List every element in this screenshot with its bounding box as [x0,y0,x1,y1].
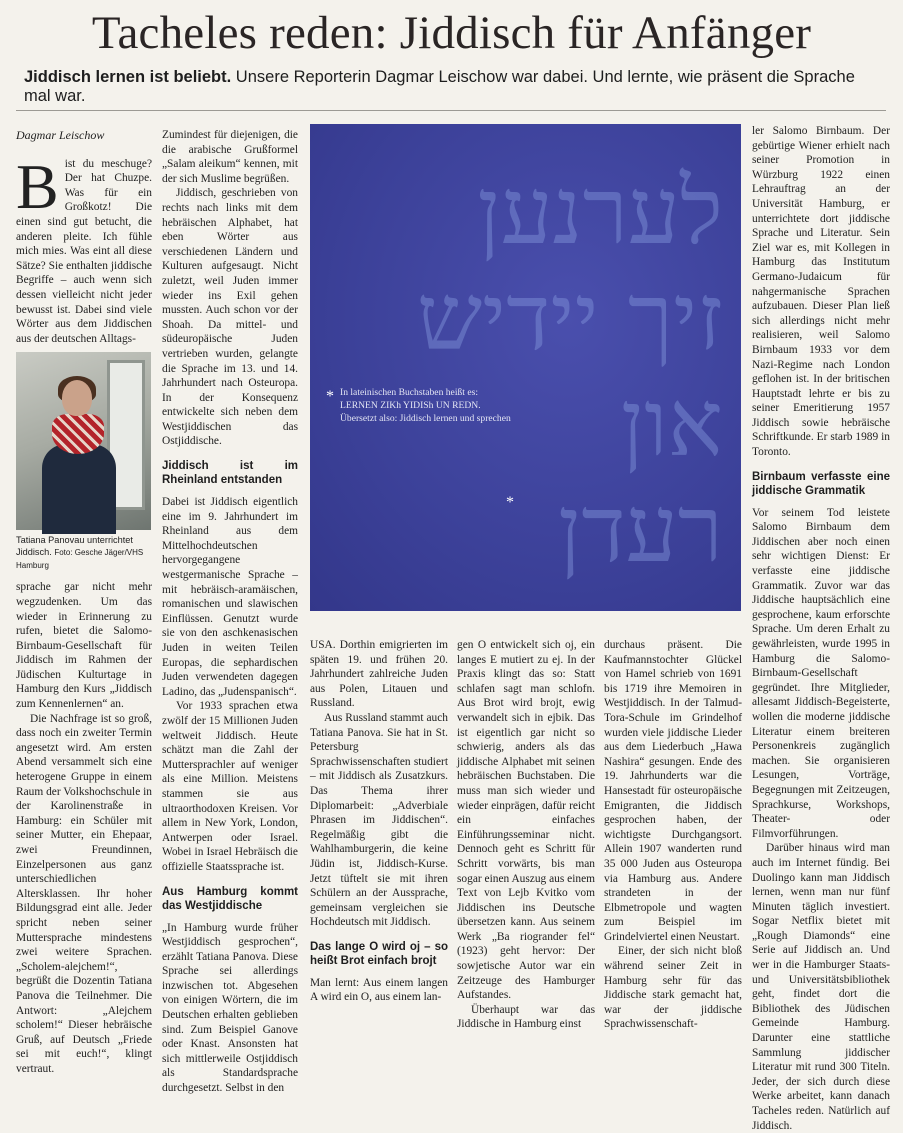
asterisk-icon: * [326,388,334,405]
byline: Dagmar Leischow [16,128,105,142]
paragraph: Überhaupt war das Jiddische in Hamburg einst [457,1003,595,1031]
paragraph: Darüber hinaus wird man auch im Internet fündig. Bei Duolingo kann man Jiddisch lernen, wenn man nur fünf Minuten täglich investiert. Sogar Netflix bietet mit „Rough Diamonds“ eine Serie auf Jiddisch an. Und wer in die Hamburger Staats- und Universitätsbibliothek geht, findet dort die Bibliothek des Jüdischen Gemeinde Hamburg. Darunter eine stattliche Sammlung jiddischer Literatur mit rund 300 Titeln. Jeder, der sich durch diese Werke arbeitet, kann danach Tacheles reden. Natürlich auf Jiddisch. [752,842,890,1132]
graphic-note-line: In lateinischen Buchstaben heißt es: [340,387,479,398]
subheading: Aus Hamburg kommt das Westjiddische [162,885,298,912]
paragraph: Vor 1933 sprachen etwa zwölf der 15 Millionen Juden weltweit Jiddisch. Heute schätzt man die Zahl der Muttersprachler auf weniger als eine Million. Meistens stammen sie aus ultraorthodoxen Kreisen. Vor allem in New York, London, Antwerpen oder Israel. Wobei in Israel Hebräisch die offizielle Staatssprache ist. [162,700,298,873]
column-4 [457,638,595,1032]
paragraph: Man lernt: Aus einem langen A wird ein O, aus einem lan- [310,976,448,1004]
graphic-note-line: LERNEN ZIKh YIDISh UN REDN. [340,400,481,411]
photo-credit: Foto: Gesche Jäger/VHS Hamburg [16,548,144,571]
subheading: Das lange O wird oj – so heißt Brot einfach brojt [310,940,448,967]
paragraph: Die Nachfrage ist so groß, dass noch ein zweiter Termin angesetzt wird. Am ersten Abend versammelt sich eine heterogene Gruppe in einem Raum der Volkshochschule in der Karolinenstraße in Hamburg: ein Schüler mit seiner Mutter, ein Ehepaar, zwei Freundinnen, Einzelpersonen aus ganz unterschiedlichen Altersklassen. Ihr hoher Bildungsgrad eint alle. Jeder spricht neben seiner Muttersprache mindestens zwei weitere Sprachen. „Scholem-alejchem!“, begrüßt die Dozentin Tatiana Panova die Teilnehmer. Die Antwort: „Alejchem scholem!“ Dieser hebräische Gruß, auf Deutsch „Friede sei mit euch!“, klingt vertraut. [16,712,152,1075]
column-2 [162,128,298,1096]
hebrew-line: רעדן [558,476,723,583]
column-5 [604,638,742,1032]
subheading: Birnbaum verfasste eine jiddische Grammatik [752,470,890,497]
paragraph: ler Salomo Birnbaum. Der gebürtige Wiener erhielt nach seiner Promotion in Würzburg 1922 einen Lehrauftrag an der Universität Hamburg, er unterrichtete dort jiddische Sprache und Literatur. Sein Ziel war es, mit Kollegen in Hamburg das Institutum Germano-Judaicum für nahgermanische Sprachen aufzubauen. Dieser Plan ließ sich allerdings nicht mehr realisieren, weil Salomo Birnbaum 1933 vor dem Nazi-Regime nach London geflohen ist. In der britischen Hauptstadt lehrte er bis zu seiner Emeritierung 1957 Jiddisch sowie hebräische Schriftkunde. Er starb 1989 in Toronto. [752,125,890,459]
headline: Tacheles reden: Jiddisch für Anfänger [91,7,812,59]
paragraph: durchaus präsent. Die Kaufmannstochter Glückel von Hamel schrieb von 1691 bis 1719 ihre Memoiren in Westjiddisch. In der Talmud-Tora-Schule im Grindelhof wurden viele jiddische Lieder aus dem Liederbuch „Hawa Nashira“ gesungen. Ende des 19. Jahrhunderts war die Hansestadt für osteuropäische Emigranten, die Jiddisch gesprochen haben, der wichtigste Durchgangsort. Allein 1907 wanderten rund 35 000 Juden aus Osteuropa via Hamburg aus. Andere strandeten in der Elbmetropole und wagten zum Beispiel im Grindelviertel einen Neustart. [604,639,742,943]
paragraph: Zumindest für diejenigen, die die arabische Grußformel „Salam aleikum“ kennen, mit der sich Muslime begrüßen. [162,129,298,185]
paragraph: „In Hamburg wurde früher Westjiddisch gesprochen“, erzählt Tatiana Panova. Diese Sprache sei allerdings inzwischen tot. Abgesehen von einigen Wörtern, die im Deutschen erhalten geblieben sind. Zum Beispiel Ganove oder Knast. Ansonsten hat sich mittlerweile Ostjiddisch als Standardsprache durchgesetzt. Selbst in den [162,921,298,1095]
drop-cap: B [16,150,59,222]
paragraph: Aus Russland stammt auch Tatiana Panova. Sie hat in St. Petersburg Sprachwissenschaften studiert – mit Jiddisch als Zusatzkurs. Das Thema ihrer Diplomarbeit: „Adverbiale Phrasen im Jiddischen“. Regelmäßig gibt die Wahlhamburgerin, die keine Jüdin ist, Jiddisch-Kurse. Jetzt tüftelt sie mit ihren Schülern an der Aussprache, gemeinsam vergleichen sie Hochdeutsch mit Jiddisch. [310,711,448,929]
standfirst [24,68,884,106]
paragraph: Jiddisch, geschrieben von rechts nach links mit dem hebräischen Alphabet, hat eben Wörter aus verschiedenen Ländern und Kulturen aufgesaugt. Nicht zuletzt, weil Juden immer wieder ins Exil gehen mussten. Auch schon vor der Shoah. Da mittel- und südeuropäische Juden vertrieben wurden, gelangte die Sprache im 13. und 14. Jahrhundert nach Osteuropa. In der Konsequenz entwickelte sich neben dem Westjiddischen das Ostjiddische. [162,187,298,448]
paragraph: USA. Dorthin emigrierten im späten 19. und frühen 20. Jahrhundert zahlreiche Juden aus Polen, Litauen und Russland. [310,639,448,710]
paragraph: gen O entwickelt sich oj, ein langes E mutiert zu ej. In der Praxis klingt das so: Statt schlafen sagt man schlofn. Aus Brot wird brojt, ewig verwandelt sich in ejbik. Das ist eigentlich gar nicht so schwierig, anders als das jiddische Alphabet mit seinen hebräischen Buchstaben. Die muss man sich wieder und wieder einprägen, dafür reicht ein einfaches Einführungsseminar nicht. Dennoch geht es Schritt für Schritt vorwärts, bis man sogar einen Auszug aus einem Text von Lejb Kvitko vom Jiddischen ins Deutsche übersetzen kann. Aus seinem Werk „Ba riogrander fel“ (1923) geht hervor: Der sowjetische Autor war ein Zeitzeuge des Hamburger Aufstandes. [457,639,595,1002]
intro-text: ist du meschuge? Der hat Chuzpe. Was für ein Großkotz! Die einen sind gut betucht, die anderen pleite. Ich fühle mich mies. Was eint all diese Sätze? Sie enthalten jiddische Begriffe – auch wenn sich dessen vielleicht nicht jeder bewusst ist. Dabei sind viele Wörter aus dem Jiddischen aus der deutschen Alltags- [16,157,152,345]
standfirst-rest: Unsere Reporterin Dagmar Leischow war dabei. Und lernte, wie präsent die Sprache mal war. [24,68,855,105]
column-6 [752,124,890,1133]
photo-caption [16,534,152,572]
hebrew-line: און [620,370,723,477]
subheading: Jiddisch ist im Rheinland entstanden [162,460,298,487]
paragraph: sprache gar nicht mehr wegzudenken. Um das wieder in Erinnerung zu rufen, bietet die Salomo-Birnbaum-Gesellschaft für Jiddisch im Rahmen der Jüdischen Kulturtage in Hamburg den Kurs „Jiddisch zum Kennenlernen“ an. [16,581,152,711]
paragraph: Einer, der sich nicht bloß während seiner Zeit in Hamburg sehr für das Jiddische stark gemacht hat, war der jiddische Sprachwissenschaft- [604,945,742,1031]
hebrew-line: לערנען [477,158,723,265]
paragraph: Vor seinem Tod leistete Salomo Birnbaum dem Jiddischen aber noch einen sehr wichtigen Dienst: Er verfasste eine jiddische Grammatik. Zuvor war das Jiddische hauptsächlich eine gesprochene, kaum erforschte Sprache. Um deren Erhalt zu gewährleisten, wurde 1995 in Hamburg die Salomo-Birnbaum-Gesellschaft gegründet. Ihre Mitglieder, allesamt Jiddisch-Begeisterte, wollen die moderne jiddische Literatur einem breiteren Personenkreis zugänglich machen. Sie organisieren Lesungen, Vorträge, Begegnungen mit Zeitzeugen, Sprachkurse, Workshops, Theater- oder Filmvorführungen. [752,506,890,840]
portrait-photo [16,352,151,530]
caption-text: Tatiana Panovau unterrichtet Jiddisch. [16,535,133,558]
column-1 [16,128,152,1077]
divider [16,110,886,111]
hebrew-graphic [310,124,741,611]
column-3 [310,638,448,1005]
hebrew-line: זיך יידיש [417,264,723,371]
person-figure [38,380,118,530]
graphic-note-line: Übersetzt also: Jiddisch lernen und sprechen [340,413,511,424]
intro-paragraph [16,150,152,347]
standfirst-lead: Jiddisch lernen ist beliebt. [24,68,232,86]
asterisk-icon: * [506,494,514,511]
paragraph: Dabei ist Jiddisch eigentlich eine im 9. Jahrhundert im Rheinland aus dem Mittelhochdeutschen hervorgegangene westgermanische Sprache – mit hebräisch-aramäischen, romanischen und slawischen Einflüssen. Genutzt wurde sie von den aschkenasischen Juden in weiten Teilen Europas, die sephardischen Juden verwendeten dagegen Ladino, das „Judenspanisch“. [162,496,298,698]
